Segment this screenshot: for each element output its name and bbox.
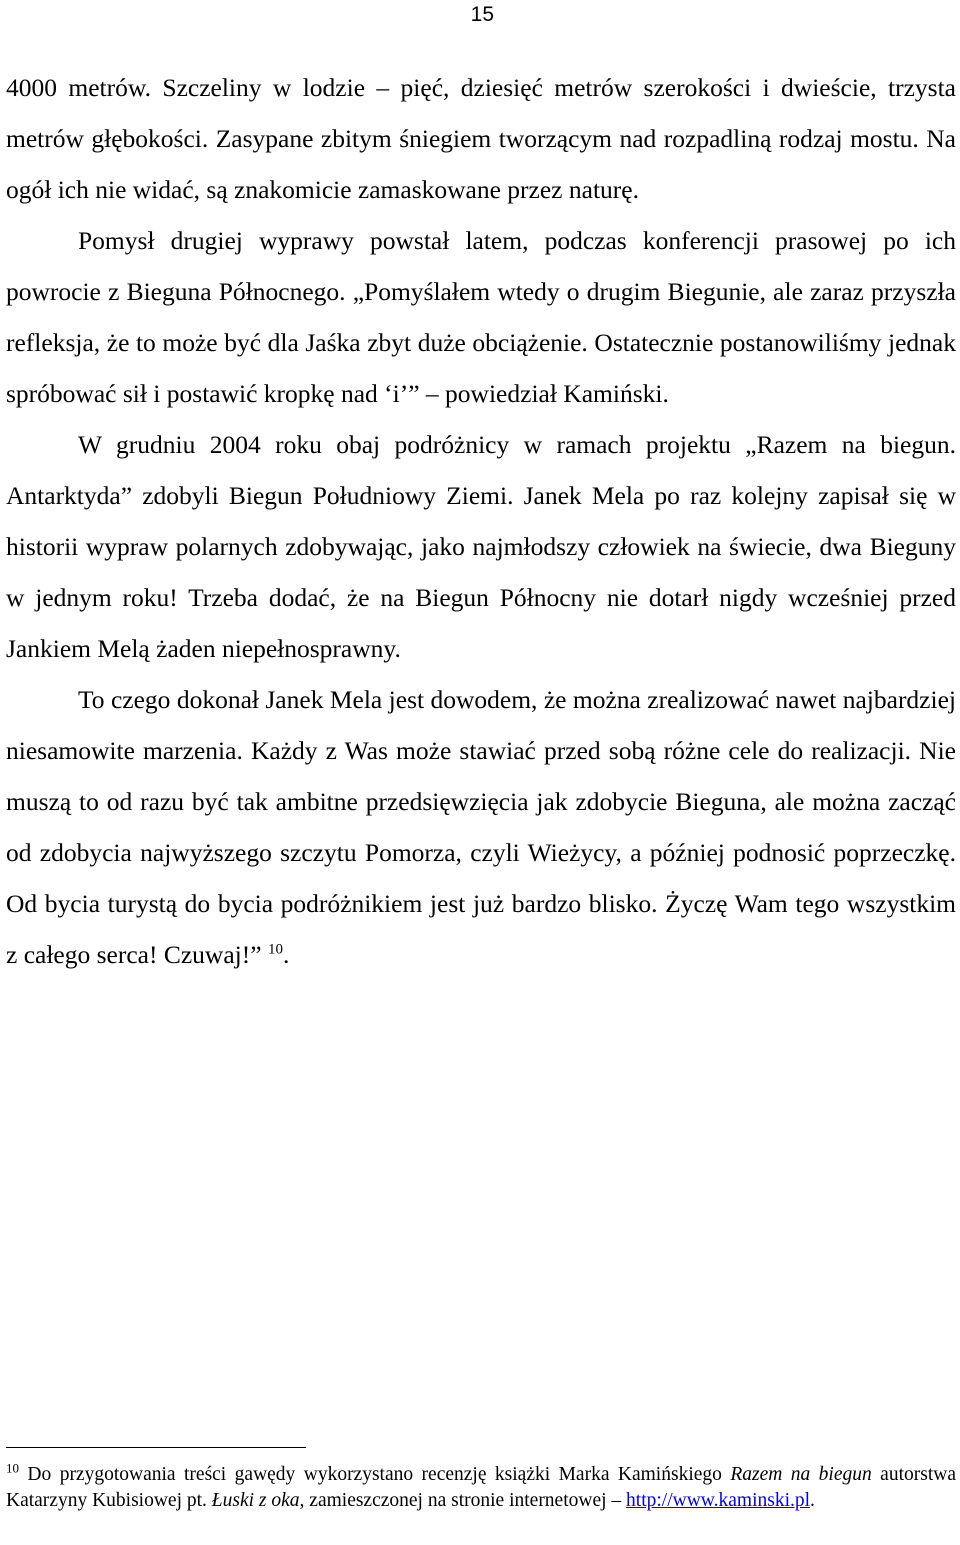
footnote-number: 10 — [6, 1460, 19, 1476]
footnote-end: . — [810, 1490, 815, 1511]
footnote-text-middle: autorstwa Katarzyny Kubisiowej pt. — [6, 1464, 956, 1511]
footnote-text-before: Do przygotowania treści gawędy wykorzystano recenzję książki Marka Kamińskiego — [19, 1464, 731, 1485]
paragraph-1: 4000 metrów. Szczeliny w lodzie – pięć, dziesięć metrów szerokości i dwieście, trzysta metrów głębokości. Zasypane zbitym śniegiem tworzącym nad rozpadliną rodzaj mostu. Na ogół ich nie widać, są znakomicie zamaskowane przez naturę. — [6, 73, 956, 204]
paragraph-3: W grudniu 2004 roku obaj podróżnicy w ramach projektu „Razem na biegun. Antarktyda” zdobyli Biegun Południowy Ziemi. Janek Mela po raz kolejny zapisał się w historii wypraw polarnych zdobywając, jako najmłodszy człowiek na świecie, dwa Bieguny w jednym roku! Trzeba dodać, że na Biegun Północny nie dotarł nigdy wcześniej przed Jankiem Melą żaden niepełnosprawny. — [6, 430, 956, 663]
footnote-review-title: Łuski z oka — [211, 1490, 300, 1511]
paragraph-2: Pomysł drugiej wyprawy powstał latem, podczas konferencji prasowej po ich powrocie z Bieguna Północnego. „Pomyślałem wtedy o drugim Biegunie, ale zaraz przyszła refleksja, że to może być dla Jaśka zbyt duże obciążenie. Ostatecznie postanowiliśmy jednak spróbować sił i postawić kropkę nad ‘i’” – powiedział Kamiński. — [6, 226, 956, 408]
footnote — [6, 1462, 956, 1514]
paragraph-4 — [6, 674, 956, 980]
footnote-separator — [6, 1447, 306, 1448]
footnote-reference[interactable]: 10 — [267, 941, 283, 958]
footnote-link[interactable]: http://www.kaminski.pl — [626, 1490, 811, 1511]
paragraph-4-text: To czego dokonał Janek Mela jest dowodem, że można zrealizować nawet najbardziej niesamowite marzenia. Każdy z Was może stawiać przed sobą różne cele do realizacji. Nie muszą to od razu być tak ambitne przedsięwzięcia jak zdobycie Bieguna, ale można zacząć od zdobycia najwyższego szczytu Pomorza, czyli Wieżycy, a później podnosić poprzeczkę. Od bycia turystą do bycia podróżnikiem jest już bardzo blisko. Życzę Wam tego wszystkim z całego serca! Czuwaj!” — [6, 685, 956, 969]
footnote-book-title: Razem na biegun — [730, 1464, 872, 1485]
main-text — [6, 62, 956, 980]
footnote-text-after: , zamieszczonej na stronie internetowej – — [299, 1490, 627, 1511]
paragraph-4-end: . — [282, 940, 290, 969]
page-number: 15 — [470, 3, 494, 26]
